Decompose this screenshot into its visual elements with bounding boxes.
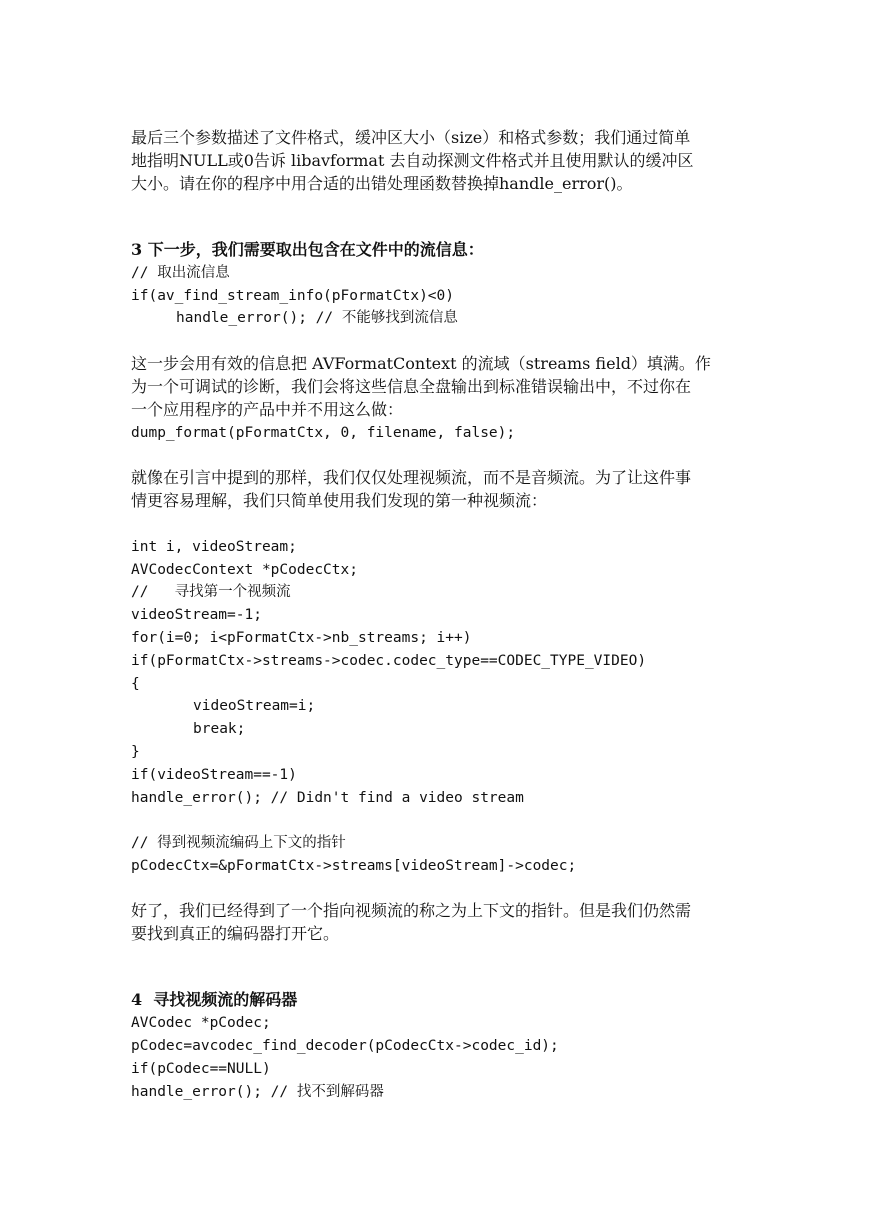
code-line: // 得到视频流编码上下文的指针 [131,835,346,851]
para-line: 为一个可调试的诊断，我们会将这些信息全盘输出到标准错误输出中，不过你在 [131,377,692,396]
code-line: // 寻找第一个视频流 [131,584,291,600]
code-line: } [131,744,140,760]
code-line: pCodec=avcodec_find_decoder(pCodecCtx->codec_id); [131,1038,559,1054]
code-line: AVCodec *pCodec; [131,1015,271,1031]
code-line: // 取出流信息 [131,265,230,281]
intro-line-1: 最后三个参数描述了文件格式，缓冲区大小（size）和格式参数；我们通过简单 [131,128,691,147]
code-line: handle_error(); // Didn't find a video stream [131,790,524,806]
step3-heading: 3 下一步，我们需要取出包含在文件中的流信息： [131,240,484,259]
code-line: { [131,676,140,692]
code-line: if(pFormatCtx->streams->codec.codec_type==CODEC_TYPE_VIDEO) [131,653,647,669]
code-line: videoStream=-1; [131,607,262,623]
para-line: 这一步会用有效的信息把 AVFormatContext 的流域（streams field）填满。作 [131,354,711,373]
para-line: 一个应用程序的产品中并不用这么做： [131,400,404,419]
code-line: handle_error(); // 不能够找到流信息 [176,310,458,326]
code-line: pCodecCtx=&pFormatCtx->streams[videoStream]->codec; [131,858,577,874]
code-line: if(av_find_stream_info(pFormatCtx)<0) [131,288,455,304]
intro-line-3: 大小。请在你的程序中用合适的出错处理函数替换掉handle_error()。 [131,174,633,193]
code-line: int i, videoStream; [131,539,297,555]
code-line: AVCodecContext *pCodecCtx; [131,562,358,578]
code-line: handle_error(); // 找不到解码器 [131,1084,384,1100]
code-line: break; [193,721,246,737]
para-line: 就像在引言中提到的那样，我们仅仅处理视频流，而不是音频流。为了让这件事 [131,468,692,487]
code-line: if(videoStream==-1) [131,767,297,783]
para-line: 好了，我们已经得到了一个指向视频流的称之为上下文的指针。但是我们仍然需 [131,901,692,920]
code-line: for(i=0; i<pFormatCtx->nb_streams; i++) [131,630,472,646]
intro-line-2: 地指明NULL或0告诉 libavformat 去自动探测文件格式并且使用默认的缓冲区 [131,151,694,170]
code-line: videoStream=i; [193,698,316,714]
para-line: 情更容易理解，我们只简单使用我们发现的第一种视频流： [131,491,548,510]
code-line: dump_format(pFormatCtx, 0, filename, false); [131,425,516,441]
para-line: 要找到真正的编码器打开它。 [131,924,340,943]
code-line: if(pCodec==NULL) [131,1061,271,1077]
step4-heading: 4 寻找视频流的解码器 [131,990,298,1009]
